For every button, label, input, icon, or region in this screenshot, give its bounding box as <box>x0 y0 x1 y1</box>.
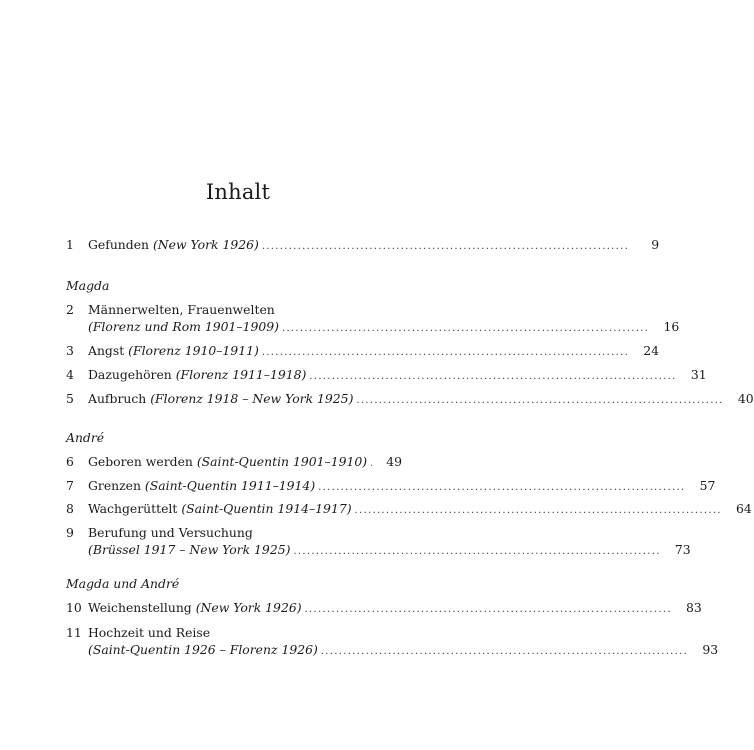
section-heading-magda-und-andre: Magda und André <box>66 576 180 591</box>
dot-leader: .................................................................................. <box>281 323 650 334</box>
chapter-title: Grenzen (Saint-Quentin 1911–1914) <box>88 478 316 493</box>
chapter-number: 8 <box>66 501 74 516</box>
chapter-title: Wachgerüttelt (Saint-Quentin 1914–1917) <box>88 501 352 516</box>
chapter-number: 4 <box>66 367 74 382</box>
page-number: 24 <box>643 343 660 358</box>
dot-leader: .................................................................................. <box>261 347 630 358</box>
chapter-title: Geboren werden (Saint-Quentin 1901–1910) <box>88 454 368 469</box>
dot-leader: .................................................................................. <box>320 646 689 657</box>
chapter-subtitle: (Brüssel 1917 – New York 1925) <box>88 542 291 557</box>
dot-leader: .................................................................................. <box>354 505 722 516</box>
dot-leader: .................................................................................. <box>304 604 672 615</box>
page-number: 83 <box>686 600 702 615</box>
chapter-number: 5 <box>66 391 74 406</box>
page-number: 9 <box>651 237 660 252</box>
chapter-subtitle: (Saint-Quentin 1926 – Florenz 1926) <box>88 642 318 657</box>
dot-leader: .................................................................................. <box>293 546 661 557</box>
page-title: Inhalt <box>205 180 271 204</box>
chapter-number: 1 <box>66 237 74 252</box>
chapter-number: 9 <box>66 525 74 540</box>
dot-leader: .................................................................................. <box>356 395 724 406</box>
section-heading-andre: André <box>66 430 105 445</box>
chapter-number: 11 <box>66 625 82 640</box>
chapter-title: Gefunden (New York 1926) <box>88 237 259 252</box>
page-number: 64 <box>736 501 752 516</box>
chapter-number: 3 <box>66 343 74 358</box>
section-heading-magda: Magda <box>66 278 110 293</box>
chapter-title: Angst (Florenz 1910–1911) <box>88 343 259 358</box>
page-number: 40 <box>737 391 754 406</box>
dot-leader <box>370 455 372 472</box>
page-number: 73 <box>674 542 691 557</box>
chapter-title: Berufung und Versuchung <box>88 525 253 540</box>
chapter-number: 7 <box>66 478 74 493</box>
page-number: 57 <box>699 478 716 493</box>
chapter-number: 2 <box>66 302 74 317</box>
dot-leader: .................................................................................. <box>309 371 677 382</box>
chapter-number: 6 <box>66 454 74 469</box>
chapter-title: Männerwelten, Frauenwelten <box>88 302 275 317</box>
chapter-subtitle: (Florenz und Rom 1901–1909) <box>88 319 279 334</box>
chapter-title: Aufbruch (Florenz 1918 – New York 1925) <box>88 391 354 406</box>
page-number: 49 <box>386 454 402 469</box>
dot-leader: .................................................................................. <box>318 482 686 493</box>
chapter-number: 10 <box>66 600 82 615</box>
chapter-title: Weichenstellung (New York 1926) <box>88 600 302 615</box>
chapter-title: Hochzeit und Reise <box>88 625 211 640</box>
page-number: 93 <box>702 642 719 657</box>
dot-leader: .................................................................................. <box>261 241 630 252</box>
page-number: 16 <box>663 319 680 334</box>
chapter-title: Dazugehören (Florenz 1911–1918) <box>88 367 307 382</box>
page-number: 31 <box>690 367 707 382</box>
